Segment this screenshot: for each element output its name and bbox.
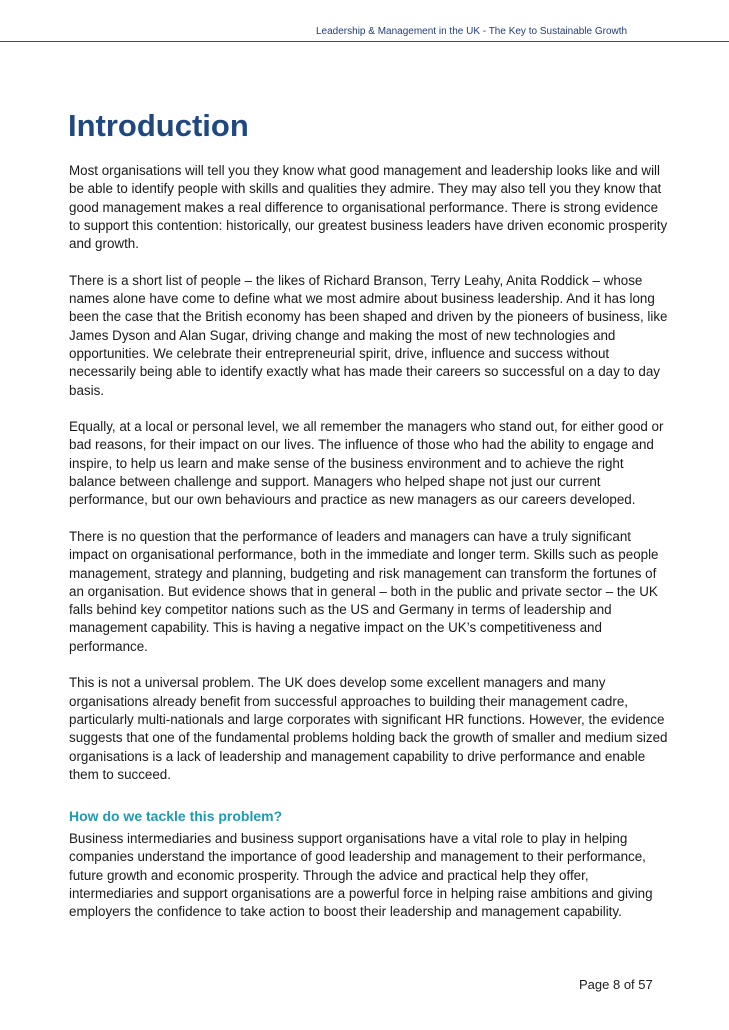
subsection-body	[69, 830, 669, 921]
section-title: Introduction	[68, 108, 249, 143]
paragraph: Equally, at a local or personal level, we all remember the managers who stand out, for either good or bad reasons, for their impact on our lives. The influence of those who had the ability to engage and inspire, to help us learn and make sense of the business environment and to achieve the right balance between challenge and support. Managers who helped shape not just our current performance, but our own behaviours and practice as new managers as our careers developed.	[69, 419, 664, 508]
paragraph: There is a short list of people – the likes of Richard Branson, Terry Leahy, Anita Roddick – whose names alone have come to define what we most admire about business leadership. And it has long been the case that the British economy has been shaped and driven by the pioneers of business, like James Dyson and Alan Sugar, driving change and making the most of new technologies and opportunities. We celebrate their entrepreneurial spirit, drive, influence and success without necessarily being able to identify exactly what has made their careers so successful on a day to day basis.	[69, 272, 668, 398]
header-divider	[0, 41, 729, 42]
subsection-heading: How do we tackle this problem?	[69, 808, 283, 824]
paragraph: There is no question that the performance of leaders and managers can have a truly significant impact on organisational performance, both in the immediate and longer term. Skills such as people management, strategy and planning, budgeting and risk management can transform the fortunes of an organisation. But evidence shows that in general – both in the public and private sector – the UK falls behind key competitor nations such as the US and Germany in terms of leadership and management capability. This is having a negative impact on the UK’s competitiveness and performance.	[69, 528, 659, 654]
intro-body	[69, 162, 669, 802]
page-number: Page 8 of 57	[579, 977, 653, 992]
paragraph: Business intermediaries and business support organisations have a vital role to play in helping companies understand the importance of good leadership and management to their performance, future growth and economic prosperity. Through the advice and practical help they offer, intermediaries and support organisations are a powerful force in helping raise ambitions and giving employers the confidence to take action to boost their leadership and management capability.	[69, 831, 653, 920]
paragraph: Most organisations will tell you they know what good management and leadership looks like and will be able to identify people with skills and qualities they admire. They may also tell you they know that good management makes a real difference to organisational performance. There is strong evidence to support this contention: historically, our greatest business leaders have driven economic prosperity and growth.	[69, 163, 668, 252]
paragraph: This is not a universal problem. The UK does develop some excellent managers and many organisations already benefit from successful approaches to building their management cadre, particularly multi-nationals and large corporates with significant HR functions. However, the evidence suggests that one of the fundamental problems holding back the growth of smaller and medium sized organisations is a lack of leadership and management capability to drive performance and enable them to succeed.	[69, 675, 668, 782]
running-header: Leadership & Management in the UK - The Key to Sustainable Growth	[316, 26, 628, 37]
